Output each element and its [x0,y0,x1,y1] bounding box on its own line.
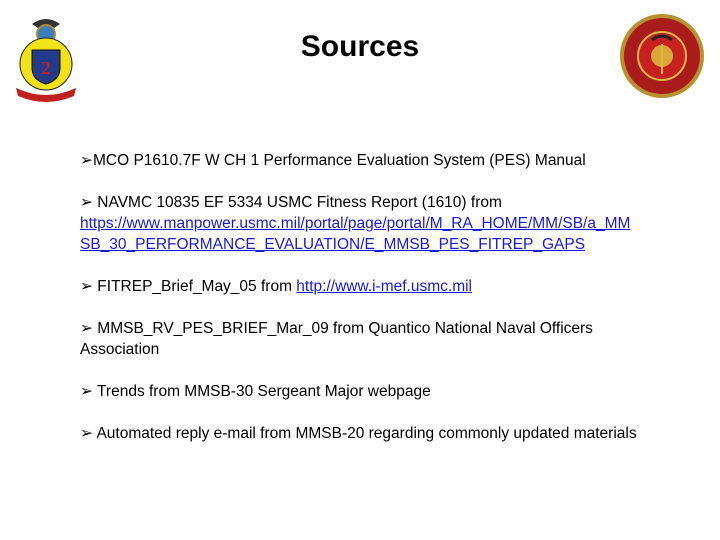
source-link[interactable]: https://www.manpower.usmc.mil/portal/page/portal/M_RA_HOME/MM/SB/a_MMSB_30_PERFORMANCE_EVALUATION/E_MMSB_PES_FITREP_GAPS [80,215,631,253]
source-text: NAVMC 10835 EF 5334 USMC Fitness Report (1610) from [93,194,502,211]
svg-text:2: 2 [41,58,51,78]
slide-title: Sources [300,30,420,63]
sources-list [80,150,640,465]
bullet-arrow-icon: ➢ [80,278,93,295]
source-text: Trends from MMSB-30 Sergeant Major webpage [93,383,431,400]
source-item [80,192,640,255]
source-text: Automated reply e-mail from MMSB-20 regarding commonly updated materials [93,425,637,442]
source-item [80,423,640,444]
source-item [80,276,640,297]
bullet-arrow-icon: ➢ [80,194,93,211]
bullet-arrow-icon: ➢ [80,152,93,169]
source-item [80,381,640,402]
source-text: MCO P1610.7F W CH 1 Performance Evaluation System (PES) Manual [93,152,586,169]
bullet-arrow-icon: ➢ [80,425,93,442]
bullet-arrow-icon: ➢ [80,320,93,337]
source-text: MMSB_RV_PES_BRIEF_Mar_09 from Quantico National Naval Officers Association [80,320,593,358]
bullet-arrow-icon: ➢ [80,383,93,400]
source-item [80,318,640,360]
source-link[interactable]: http://www.i-mef.usmc.mil [296,278,472,295]
source-item [80,150,640,171]
source-text: FITREP_Brief_May_05 from [93,278,297,295]
